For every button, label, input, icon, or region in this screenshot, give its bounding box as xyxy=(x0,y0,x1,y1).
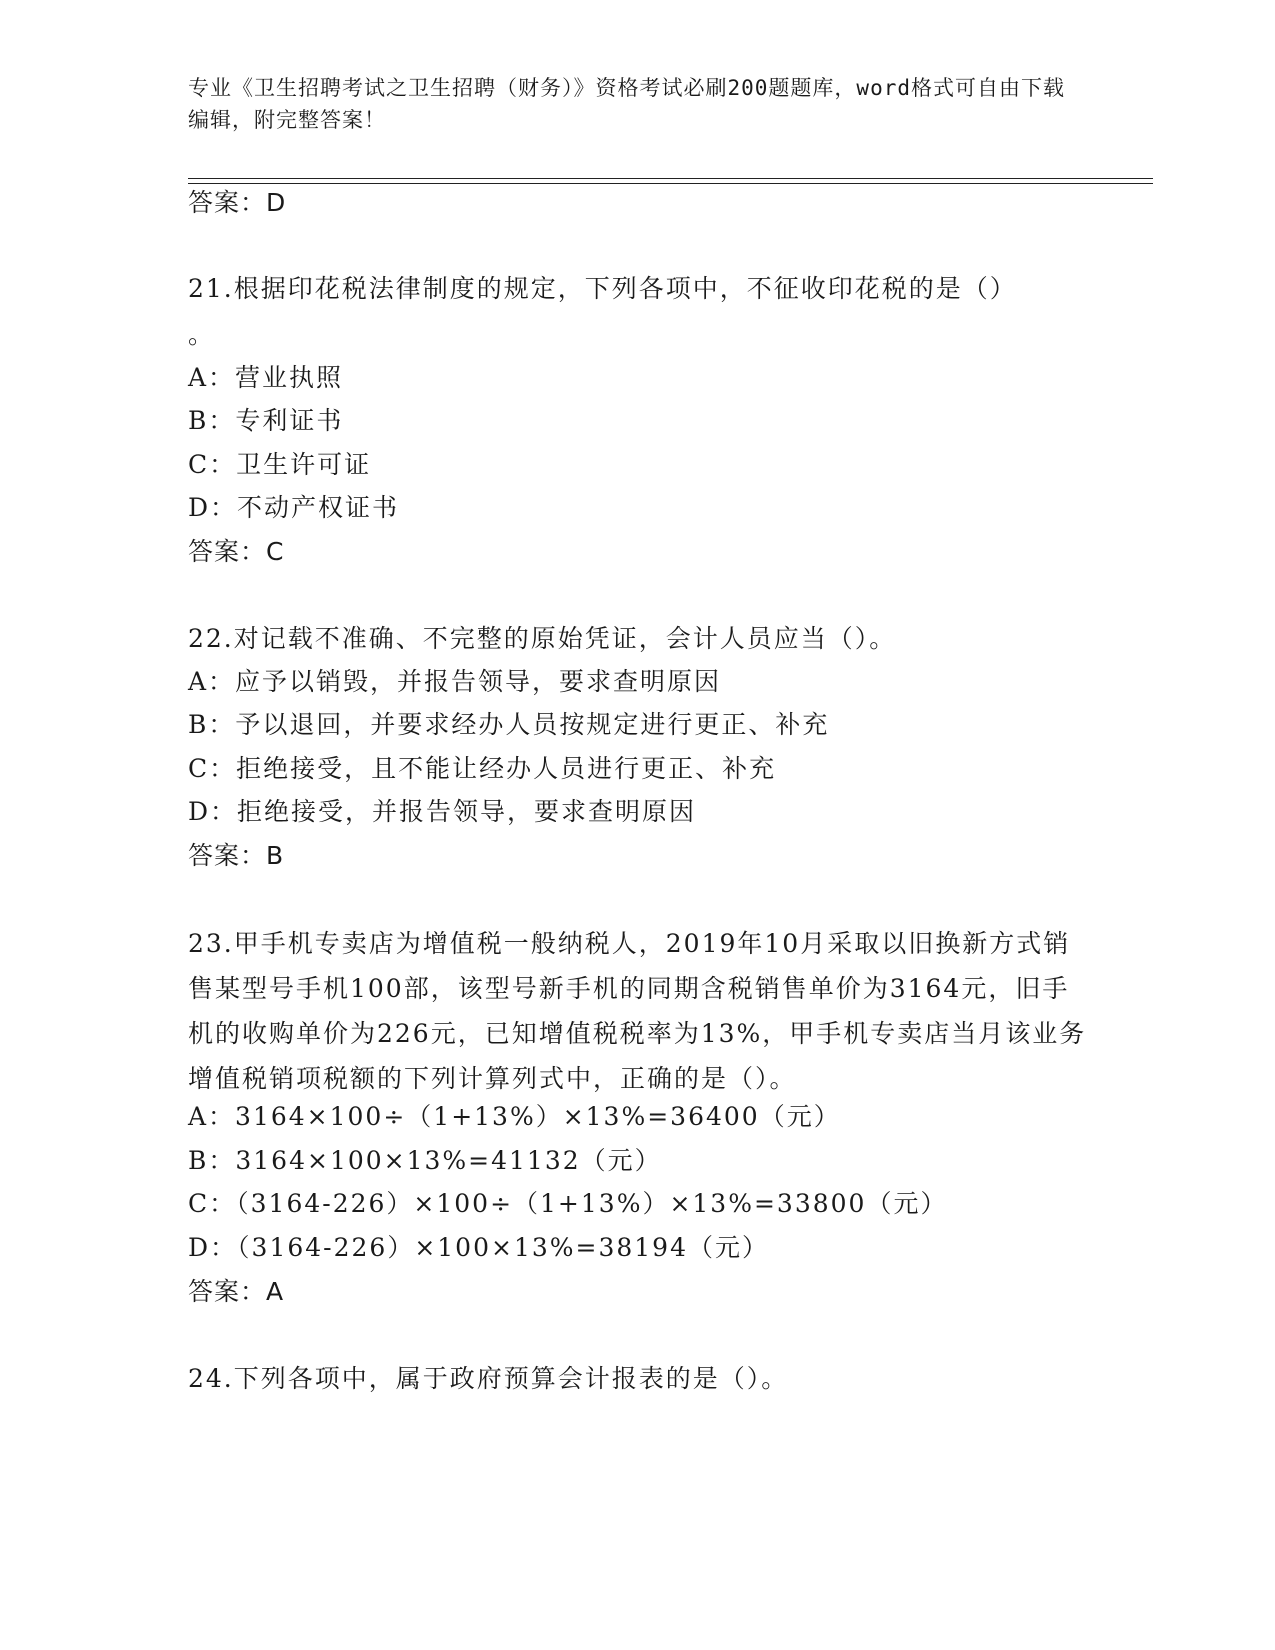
q21-answer: 答案：C xyxy=(188,537,285,566)
q21-option-c: C：卫生许可证 xyxy=(188,450,372,479)
q22-option-c: C：拒绝接受，且不能让经办人员进行更正、补充 xyxy=(188,754,777,783)
q23-option-d: D：（3164-226）×100×13%=38194（元） xyxy=(188,1233,769,1262)
q24-stem: 24.下列各项中，属于政府预算会计报表的是（）。 xyxy=(188,1364,789,1393)
q23-option-a: A：3164×100÷（1+13%）×13%=36400（元） xyxy=(188,1102,841,1131)
q23-option-b: B：3164×100×13%=41132（元） xyxy=(188,1146,662,1175)
q21-stem-end: 。 xyxy=(188,320,216,349)
q23-answer: 答案：A xyxy=(188,1277,285,1306)
q22-option-a: A：应予以销毁，并报告领导，要求查明原因 xyxy=(188,667,722,696)
answer-prev: 答案：D xyxy=(188,188,287,217)
q21-option-d: D：不动产权证书 xyxy=(188,493,400,522)
q22-option-b: B：予以退回，并要求经办人员按规定进行更正、补充 xyxy=(188,710,830,739)
q21-option-a: A：营业执照 xyxy=(188,363,344,392)
q21-stem: 21.根据印花税法律制度的规定，下列各项中，不征收印花税的是（） xyxy=(188,274,1017,303)
header-rule-bottom xyxy=(188,183,1153,184)
q22-option-d: D：拒绝接受，并报告领导，要求查明原因 xyxy=(188,797,697,826)
header-rule-top xyxy=(188,178,1153,179)
document-header: 专业《卫生招聘考试之卫生招聘（财务）》资格考试必刷200题题库，word格式可自由下载编辑，附完整答案！ xyxy=(188,76,1065,132)
q22-answer: 答案：B xyxy=(188,841,285,870)
q22-stem: 22.对记载不准确、不完整的原始凭证，会计人员应当（）。 xyxy=(188,624,897,653)
q23-option-c: C：（3164-226）×100÷（1+13%）×13%=33800（元） xyxy=(188,1189,948,1218)
q23-stem: 23.甲手机专卖店为增值税一般纳税人，2019年10月采取以旧换新方式销售某型号手机100部，该型号新手机的同期含税销售单价为3164元，旧手机的收购单价为226元，已知增值税税率为13%，甲手机专卖店当月该业务增值税销项税额的下列计算列式中，正确的是（）。 xyxy=(188,929,1087,1093)
q21-option-b: B：专利证书 xyxy=(188,406,344,435)
